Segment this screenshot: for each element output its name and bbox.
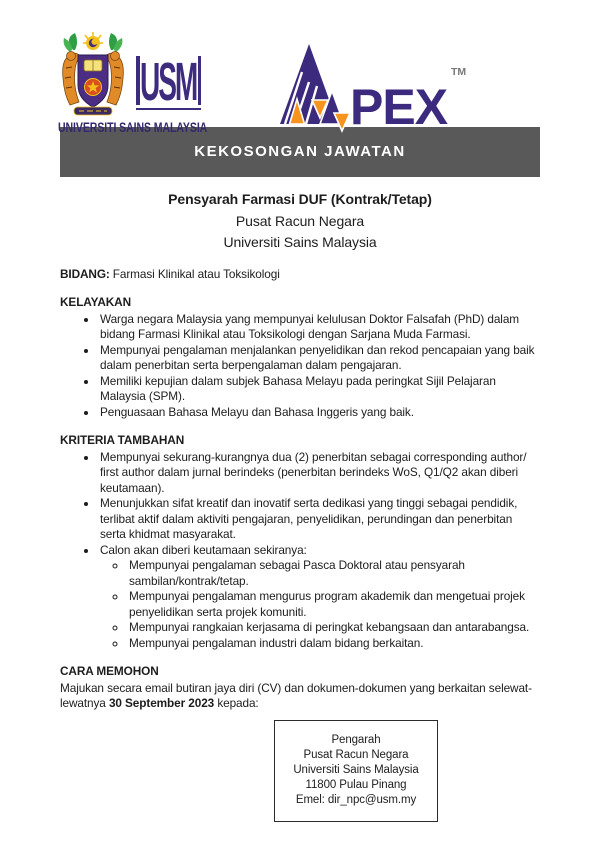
contact-address-box <box>274 720 438 822</box>
header-logos <box>0 0 600 135</box>
sub-list-item: ◦ Mempunyai pengalaman mengurus program akademik dan mengetuai projek penyelidikan serta projek komuniti. <box>127 589 540 620</box>
sub-list-item: ◦ Mempunyai pengalaman industri dalam bidang berkaitan. <box>127 636 540 652</box>
banner-title: KEKOSONGAN JAWATAN <box>194 143 406 161</box>
field-label: BIDANG: <box>60 266 110 281</box>
contact-email: Emel: dir_npc@usm.my <box>295 793 417 806</box>
qualifications-list <box>60 312 540 421</box>
apply-deadline: 30 September 2023 <box>108 696 215 710</box>
priority-sub-list <box>100 558 540 651</box>
list-item: • Mempunyai pengalaman menjalankan penyelidikan dan rekod pencapaian yang baik dalam penerbitan serta berpengalaman dalam pengajaran. <box>98 343 540 374</box>
apply-text-after: kepada: <box>214 696 259 710</box>
usm-logo <box>58 30 249 136</box>
field-value: Farmasi Klinikal atau Toksikologi <box>112 266 280 281</box>
qualifications-heading: KELAYAKAN <box>60 295 131 309</box>
list-item: • Warga negara Malaysia yang mempunyai kelulusan Doktor Falsafah (PhD) dalam bidang Farmasi Klinikal atau Toksikologi dengan Sarjana Muda Farmasi. <box>98 312 540 343</box>
vacancy-department: Pusat Racun Negara <box>235 212 365 229</box>
additional-criteria-heading: KRITERIA TAMBAHAN <box>60 433 185 447</box>
how-to-apply-heading: CARA MEMOHON <box>60 664 159 678</box>
usm-logo-top <box>58 30 249 116</box>
list-item: • Mempunyai sekurang-kurangnya dua (2) penerbitan sebagai corresponding author/ first author dalam jurnal berindeks (penerbitan berindeks WoS, Q1/Q2 akan diberi keutamaan). <box>98 450 540 497</box>
list-item: • Memiliki kepujian dalam subjek Bahasa Melayu pada peringkat Sijil Pelajaran Malaysia (SPM). <box>98 374 540 405</box>
vacancy-title-block <box>0 189 600 254</box>
contact-department: Pusat Racun Negara <box>303 748 409 761</box>
sub-list-item: ◦ Mempunyai rangkaian kerjasama di peringkat kebangsaan dan antarabangsa. <box>127 620 540 636</box>
usm-caption: UNIVERSITI SAINS MALAYSIA <box>58 120 208 135</box>
list-item: • Menunjukkan sifat kreatif dan inovatif serta dedikasi yang tinggi sebagai pendidik, terlibat aktif dalam aktiviti pengajaran, penyelidikan, perundingan dan penerbitan serta khidmat masyarakat. <box>98 496 540 543</box>
list-item-text: Calon akan diberi keutamaan sekiranya: <box>100 542 307 557</box>
field-line <box>60 267 540 283</box>
apex-wordmark-letters: PEX <box>350 79 448 135</box>
how-to-apply-text <box>60 681 540 712</box>
list-item <box>98 543 540 652</box>
vacancy-university: Universiti Sains Malaysia <box>223 234 377 250</box>
apply-text-before: Majukan secara email butiran jaya diri (CV) dan dokumen-dokumen yang berkaitan selewat-lewatnya <box>60 680 532 710</box>
apex-tm-mark: TM <box>451 66 467 78</box>
contact-university: Universiti Sains Malaysia <box>293 763 419 776</box>
contact-title: Pengarah <box>331 733 381 746</box>
usm-wordmark-left-bar <box>136 56 140 105</box>
contact-postcode-city: 11800 Pulau Pinang <box>305 778 407 791</box>
usm-wordmark <box>136 52 201 112</box>
usm-wordmark-right-bar <box>198 56 202 105</box>
apex-logo <box>275 44 471 149</box>
usm-wordmark-letters: USM <box>139 52 196 112</box>
apex-logo-icon <box>275 44 471 144</box>
usm-crest-icon <box>58 30 128 116</box>
list-item: • Penguasaan Bahasa Melayu dan Bahasa Inggeris yang baik. <box>98 405 540 421</box>
vacancy-position: Pensyarah Farmasi DUF (Kontrak/Tetap) <box>168 191 432 207</box>
additional-criteria-list <box>60 450 540 652</box>
sub-list-item: ◦ Mempunyai pengalaman sebagai Pasca Doktoral atau pensyarah sambilan/kontrak/tetap. <box>127 558 540 589</box>
